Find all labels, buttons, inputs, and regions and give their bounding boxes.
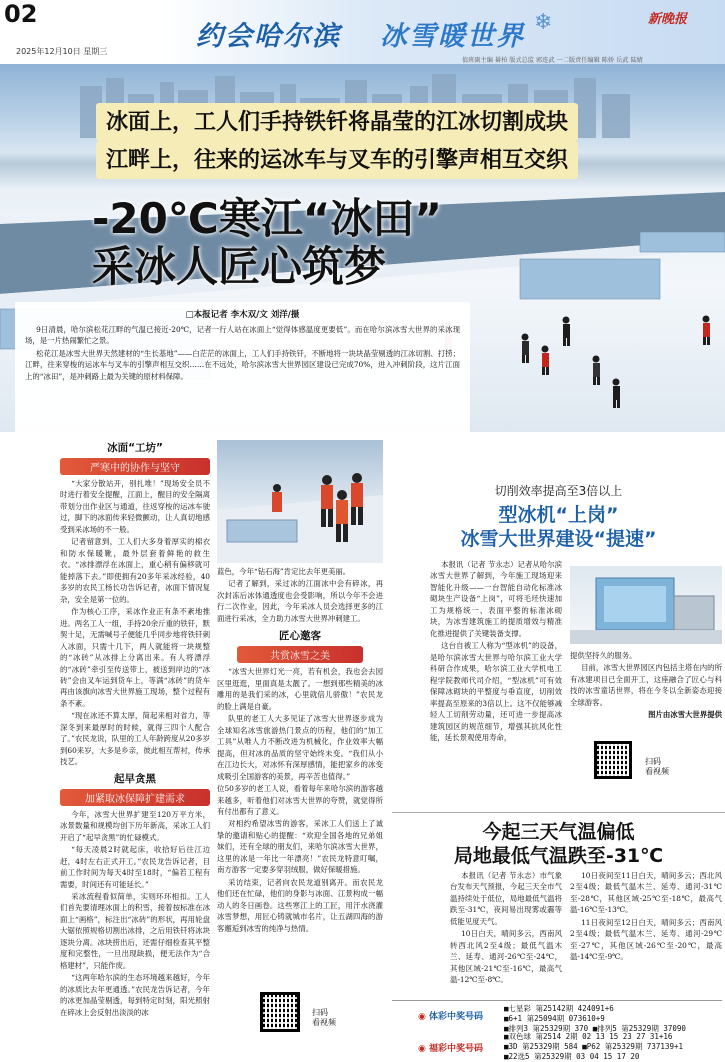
- lottery-line: ■22选5 第25329期 03 04 15 17 20: [504, 1052, 640, 1062]
- qr-code-video-2[interactable]: [594, 741, 632, 779]
- issue-date: 2025年12月10日 星期三: [16, 47, 108, 56]
- lottery-line: ■6+1 第25094期 073610+9: [504, 1014, 605, 1024]
- lottery-line: ■3D 第25329期 584 ■P62 第25329期 737139+1: [504, 1042, 684, 1052]
- photo-credit: 图片由冰雪大世界提供: [648, 710, 722, 720]
- page-header: [0, 0, 725, 64]
- middle-paragraph: 蓝色，今年“钻石海”肯定比去年更美丽。: [217, 567, 351, 576]
- intro-paragraph: 9日清晨，哈尔滨松花江畔的气温已接近-20℃，记者一行人站在冰面上“觉得体感温度更要低”。而在哈尔滨冰雪大世界的采冰现场，是一片热闹繁忙之景。: [25, 325, 460, 346]
- byline: □本报记者 李木双/文 刘洋/摄: [185, 310, 300, 320]
- article3-title1: 今起三天气温偏低: [482, 821, 635, 843]
- workers-photo: [217, 440, 383, 563]
- headline-main2: 采冰人匠心筑梦: [92, 242, 387, 291]
- section1-title: 冰面“工坊”: [107, 442, 163, 454]
- scan-label-2: 扫码 看视频: [645, 757, 669, 777]
- editor-credits: 值班副主编 綦柏 版式总监 郭连武 一二版责任编辑 陈娇 岳武 陆婧: [462, 57, 643, 64]
- section3-paragraph: 位50多岁的老工人说，看着每年来哈尔滨的游客越来越多，听着他们对冰雪大世界的夸赞，就觉得所有付出都有了意义。: [217, 784, 383, 816]
- intro-text: [25, 324, 460, 382]
- article3-paragraph: 10日夜间至11日白天，晴间多云；西北风2至4级；最低气温木兰、延寿、通河-31℃至-28℃，其他区域-25℃至-18℃，最高气温-16℃至-13℃。: [570, 871, 722, 915]
- section3-paragraph: 采访结束，记者向农民龙道别离开。而农民龙他们还在忙碌，他们的身影与冰面、江景构成一幅动人的冬日画卷。这些寒江上的工匠，用汗水浇灌冰雪梦想，用匠心铸就城市名片，让五湖四海的游客邂逅到冰雪的纯净与热情。: [217, 877, 383, 933]
- slogan-part2: 冰雪暖世界: [380, 21, 525, 52]
- article2-paragraph: 提供坚持久的服务。: [570, 651, 637, 660]
- qr-code-video-1[interactable]: [260, 992, 300, 1032]
- slogan-part1: 约会哈尔滨: [196, 21, 341, 52]
- section2-body: [60, 809, 210, 1018]
- article2-paragraph: 目前，冰雪大世界园区内包括主塔在内的所有冰建项目已全面开工，这座融合了匠心与科技的冰雪童话世界，将在今冬以全新姿态迎接全球游客。: [570, 663, 722, 707]
- intro-box: [15, 302, 470, 436]
- snowflake-icon: ❄: [534, 10, 553, 35]
- section2-paragraph: “每天凌晨2时就起床，收拾好后往江边赶，4时左右正式开工。”农民龙告诉记者，目前工作时间为每天4时至18时，“偏若工程有需要，时间还有可能延长。”: [60, 845, 210, 889]
- middle-body: [217, 566, 383, 624]
- section1-banner: 严寒中的协作与坚守: [60, 458, 210, 475]
- article2-title1: 型冰机“上岗”: [498, 504, 619, 526]
- section3-body: [217, 666, 383, 934]
- section3-paragraph: 队里的老工人大多见证了冰雪大世界逐步成为全球知名冰雪旅游热门景点的历程，他们的“加工工具”从唯人力不断改进为机械化，作业效率大幅提高，但对冰的品质的坚守始终未变。“我们从小在江边长大，对冰怀有深厚感情，能把家乡的冰变成吸引全国游客的美景，再辛苦也值得。”: [217, 714, 383, 781]
- lottery-icon: ◉: [418, 1044, 426, 1054]
- section1-body: [60, 478, 210, 768]
- article3-col1: [450, 870, 562, 994]
- hero-photo-workers: [445, 316, 711, 409]
- section3-paragraph: “冰雪大世界灯光一亮，若有机会，我也会去园区里逛逛，里面真是太靓了。一想到那些精美的冰雕用的是我们采的冰，心里就倍儿骄傲！”农民龙的脸上满是自豪。: [217, 667, 383, 711]
- article3-divider: [392, 812, 725, 813]
- section2-paragraph: 采冰流程看似简单，实则环环相扣。工人们首先要清理冰面上的积雪，接着按标准在冰面上“画格”，标注出“冰砖”的形状，再用轮盘大锯依照规格切割出冰排，之后用铁钎将冰块逐块分离。冰块捞出后，还需仔细检查其平整度和完整性，一旦出现缺损，便无法作为“合格建材”，只能作废。: [60, 892, 210, 970]
- article2-col1: [430, 559, 562, 809]
- lottery-icon: ◉: [418, 1012, 426, 1022]
- ice-machine-photo: [570, 566, 722, 644]
- article3-col2: [570, 870, 722, 994]
- article2-paragraph: 这台自被工人称为“型冰机”的设备，是哈尔滨冰雪大世界与哈尔滨工业大学科研合作成果，哈尔滨工业大学机电工程学院教师代司介绍，“型冰机”可有效保障冰砌块的平整度与垂直度，切削效率提高至原来的3倍以上。这不仅能够减轻人工切削劳动量，还可进一步提高冰建筑园区的规范细节，增强其抗风化性能，延长景观使用寿命，: [430, 641, 562, 743]
- welfare-lottery-label: [418, 1041, 483, 1054]
- article2-paragraph: 本报讯（记者 节永志）记者从哈尔滨冰雪大世界了解到，今年施工现场迎来智能化升级——一台智能自动化标准冰砌块生产设备“上岗”，可将毛坯快速加工为规格统一、表面平整的标准冰砌块，为冰雪建筑施工的提质增效与精准化推进提供了关键装备支撑。: [430, 560, 562, 638]
- sports-lottery-results: [504, 1004, 722, 1034]
- article-left-column: [60, 440, 210, 1060]
- page-number: 02: [4, 0, 38, 28]
- article2-sub: 切削效率提高至3倍以上: [494, 484, 623, 498]
- section1-paragraph: 记者留意到，工人们大多身着厚实的棉衣和防水保暖靴，最外层套着鲜艳的救生衣。“冰排漂浮在冰面上，重心稍有偏移就可能掉落下去。”即使拥有20多年采冰经验，40多岁的农民工杨长功告诉记者，冰面下情况复杂，安全是第一位的。: [60, 537, 210, 604]
- sports-lottery-text: 体彩中奖号码: [429, 1012, 484, 1022]
- article-middle-column: [217, 566, 383, 1060]
- section3-title: 匠心邀客: [279, 630, 321, 643]
- headline-kicker1: 冰面上，工人们手持铁钎将晶莹的江冰切割成块: [96, 103, 578, 141]
- lottery-line: ■七星彩 第25142期 424091+6: [504, 1004, 614, 1013]
- welfare-lottery-text: 福彩中奖号码: [429, 1044, 484, 1054]
- section2-title: 起早贪黑: [114, 772, 156, 785]
- article2-title2: 冰雪大世界建设“提速”: [460, 528, 657, 550]
- headline-main1: -20℃寒江“冰田”: [92, 194, 442, 243]
- section2-banner: 加紧取冰保障扩建需求: [60, 789, 210, 806]
- section1-paragraph: “大家分散站开，别扎堆！”现场安全员不时进行着安全提醒，江面上，醒目的安全隔离带划分出作业区与通道，往返穿梭的运冰车驶过，脚下的冰面传来轻微颤动，让人真切地感受到采冰场的不一般。: [60, 479, 210, 534]
- sports-lottery-label: [418, 1009, 483, 1022]
- section2-paragraph: 今年，冰雪大世界扩建至120万平方米，冰景数量和规模均创下历年新高，采冰工人们开启了“起早贪黑”的忙碌模式。: [60, 809, 210, 842]
- lottery-line: ■排列3 第25329期 370 ■排列5 第25329期 37090: [504, 1024, 686, 1034]
- welfare-lottery-results: [504, 1032, 722, 1062]
- section1-paragraph: 作为核心工序，采冰作业正有条不紊地推进。两名工人一组，手持20余斤重的铁钎，默契十足，无需喊号子便能几乎同步地将铁钎刺入冰面，只需十几下，两人就能将一块规整的“冰砖”从冰排上分离出来。有人将漂浮的“冰砖”牵引至传送带上，被送到岸边的“冰砖”会由叉车运到货车上，等满“冰砖”的货车再由该旗向冰雪大世界施工现场，整个过程有条不紊。: [60, 607, 210, 708]
- paper-logo: 新晚报: [648, 12, 688, 27]
- section1-paragraph: “现在冰还不算太厚，简起来相对省力，等深冬到来最厚时的时候，就得三四个人配合了。”农民龙说，队里的工人年龄跨度从20多岁到60来岁，大多是乡亲，彼此相互帮衬，传承技艺。: [60, 711, 210, 767]
- article2-col2: [570, 650, 722, 726]
- scan-label-1: 扫码 看视频: [312, 1008, 336, 1028]
- article3-paragraph: 11日夜间至12日白天，晴间多云；西南风2至4级；最低气温木兰、延寿、通河-29℃至-27℃，其他区域-26℃至-20℃，最高温-14℃至-9℃。: [570, 917, 722, 962]
- article3-paragraph: 本报讯（记者 节永志）市气象台发布天气预报，今起三天全市气温持续处于低位，局地最低气温将跌至-31℃，夜间易出现雾或霾等低能见度天气。: [450, 871, 562, 926]
- article3-title2: 局地最低气温跌至-31℃: [453, 845, 664, 867]
- intro-paragraph: 松花江是冰雪大世界天然建材的“生长基地”——白茫茫的冰面上，工人们手持铁钎，不断地将一块块晶莹剔透的江冰切割、打捞；江畔，往来穿梭的运冰车与叉车的引擎声相互交织……在不远处，哈尔滨冰雪大世界园区建设已完成70%，进入冲刺阶段，这片江面上的“冰田”，是冲刺路上最为关键的原材料保障。: [25, 348, 460, 381]
- section3-paragraph: 对相约希望冰雪的游客，采冰工人们送上了诚挚的邀请和贴心的提醒：“欢迎全国各地的兄弟姐妹们，还有全球的朋友们，来哈尔滨冰雪大世界，这里的冰是一年比一年漂亮！”农民龙特意叮嘱，南方游客一定要多穿羽绒服，做好保暖措施。: [217, 819, 383, 875]
- article3-paragraph: 10日白天，晴间多云，西南风转西北风2至4级；最低气温木兰、延寿、通河-26℃至-24℃，其他区域-21℃至-16℃，最高气温-12℃至-8℃。: [450, 929, 562, 985]
- headline-kicker2: 江畔上，往来的运冰车与叉车的引擎声相互交织: [96, 141, 578, 179]
- lottery-box: [392, 1000, 722, 1060]
- section2-paragraph: “这两年哈尔滨的生态环境越来越好，今年的冰质比去年更通透。”农民龙告诉记者，今年的冰更加晶莹剔透，每到特定时刻，阳光照射在碎冰上会反射出淡淡的冰: [60, 973, 210, 1017]
- middle-paragraph: 记者了解到，采过冰的江面冰中会有碎冰，再次封冻后冰体通透度也会受影响，所以今年不会进行二次作业，因此，今年采冰人员会选择更多的江面进行采冰，全力助力冰雪大世界冲刺建工。: [217, 579, 383, 623]
- section3-banner: 共赏冰雪之美: [237, 646, 363, 663]
- lottery-line: ■双色球 第2514 2期 02 13 15 23 27 31+16: [504, 1032, 673, 1041]
